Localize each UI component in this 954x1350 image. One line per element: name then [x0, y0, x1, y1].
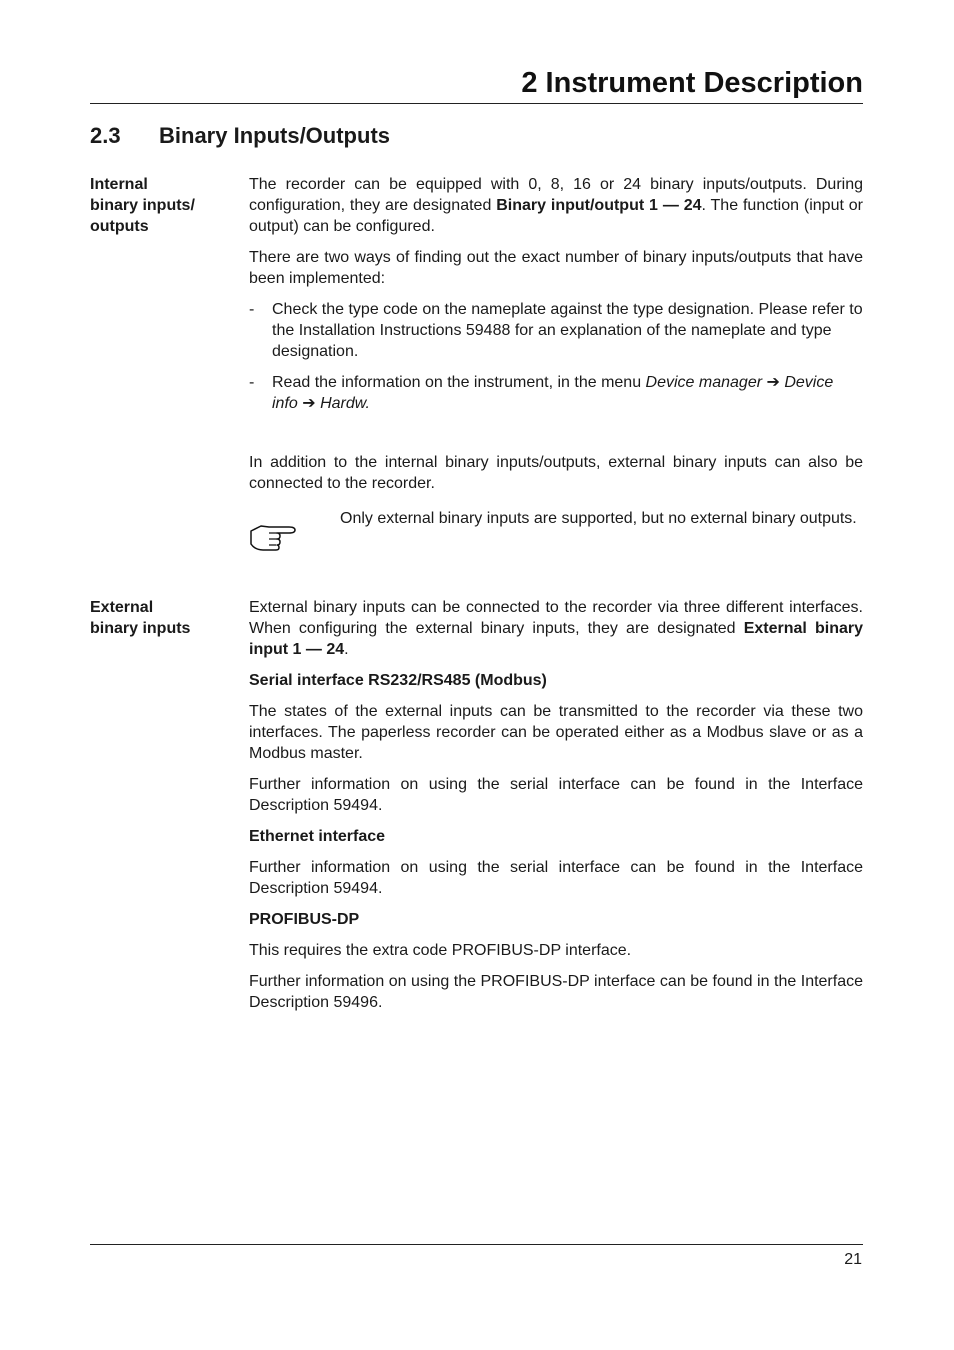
ethernet-paragraph-1: Further information on using the serial interface can be found in the Interface Description 59494.	[249, 859, 863, 897]
text-run: .	[344, 641, 349, 658]
list-item	[249, 372, 863, 414]
menu-path-device-info: Device info	[272, 374, 834, 412]
note-text: Only external binary inputs are supported, but no external binary outputs.	[340, 510, 857, 527]
internal-paragraph-3: In addition to the internal binary inputs/outputs, external binary inputs can also be connected to the recorder.	[249, 454, 863, 492]
ethernet-interface-heading: Ethernet interface	[249, 828, 386, 845]
header-divider	[90, 103, 863, 104]
profibus-paragraph-1: This requires the extra code PROFIBUS-DP interface.	[249, 942, 632, 959]
internal-paragraph-2: There are two ways of finding out the exact number of binary inputs/outputs that have been implemented:	[249, 249, 863, 287]
serial-paragraph-2: Further information on using the serial interface can be found in the Interface Description 59494.	[249, 776, 863, 814]
side-label-internal	[90, 174, 230, 237]
side-label-external	[90, 597, 230, 639]
dash-marker: -	[249, 374, 255, 391]
internal-body	[249, 174, 863, 424]
profibus-paragraph-2: Further information on using the PROFIBUS-DP interface can be found in the Interface Description 59496.	[249, 973, 863, 1011]
designation-bold: Binary input/output 1 — 24	[496, 197, 702, 214]
side-label-line: External	[90, 599, 154, 616]
text-run: The recorder can be equipped with 0, 8, 16 or 24 binary inputs/outputs. During configuration, they are designated	[249, 176, 863, 214]
list-item-text	[272, 374, 833, 412]
text-run: External binary inputs can be connected to the recorder via three different interfaces. When configuring the external binary inputs, they are designated	[249, 599, 863, 637]
dash-marker: -	[249, 301, 255, 318]
text-run: . The function (input or output) can be configured.	[249, 197, 864, 235]
menu-path-device-manager: Device manager	[645, 374, 763, 391]
list-item	[249, 299, 863, 362]
footer-divider	[90, 1244, 863, 1245]
external-body	[249, 597, 863, 1023]
section-heading	[90, 121, 390, 151]
designation-bold: External binary input 1 — 24	[249, 620, 863, 658]
side-label-line: binary inputs/	[90, 197, 195, 214]
profibus-heading: PROFIBUS-DP	[249, 911, 360, 928]
list-item-text: Check the type code on the nameplate against the type designation. Please refer to the Installation Instructions 59488 for an explanation of the nameplate and type designation.	[272, 301, 863, 360]
section-number: 2.3	[90, 123, 121, 148]
text-run: Read the information on the instrument, in the menu	[272, 374, 646, 391]
side-label-line: outputs	[90, 218, 149, 235]
method-list	[249, 299, 863, 414]
chapter-title: 2 Instrument Description	[521, 67, 863, 99]
serial-interface-heading: Serial interface RS232/RS485 (Modbus)	[249, 672, 547, 689]
note-box	[249, 508, 863, 558]
side-label-line: Internal	[90, 176, 148, 193]
section-title: Binary Inputs/Outputs	[159, 123, 390, 148]
side-label-line: binary inputs	[90, 620, 191, 637]
pointing-hand-icon	[249, 522, 299, 552]
arrow-right-icon: ➔	[762, 374, 785, 391]
external-paragraph-1	[249, 597, 863, 660]
menu-path-hardware: Hardw.	[320, 395, 370, 412]
internal-paragraph-1	[249, 174, 863, 237]
page-number: 21	[844, 1251, 862, 1268]
internal-addition	[249, 452, 863, 504]
arrow-right-icon: ➔	[297, 395, 321, 412]
serial-paragraph-1: The states of the external inputs can be transmitted to the recorder via these two interfaces. The paperless recorder can be operated either as a Modbus slave or as a Modbus master.	[249, 703, 863, 762]
